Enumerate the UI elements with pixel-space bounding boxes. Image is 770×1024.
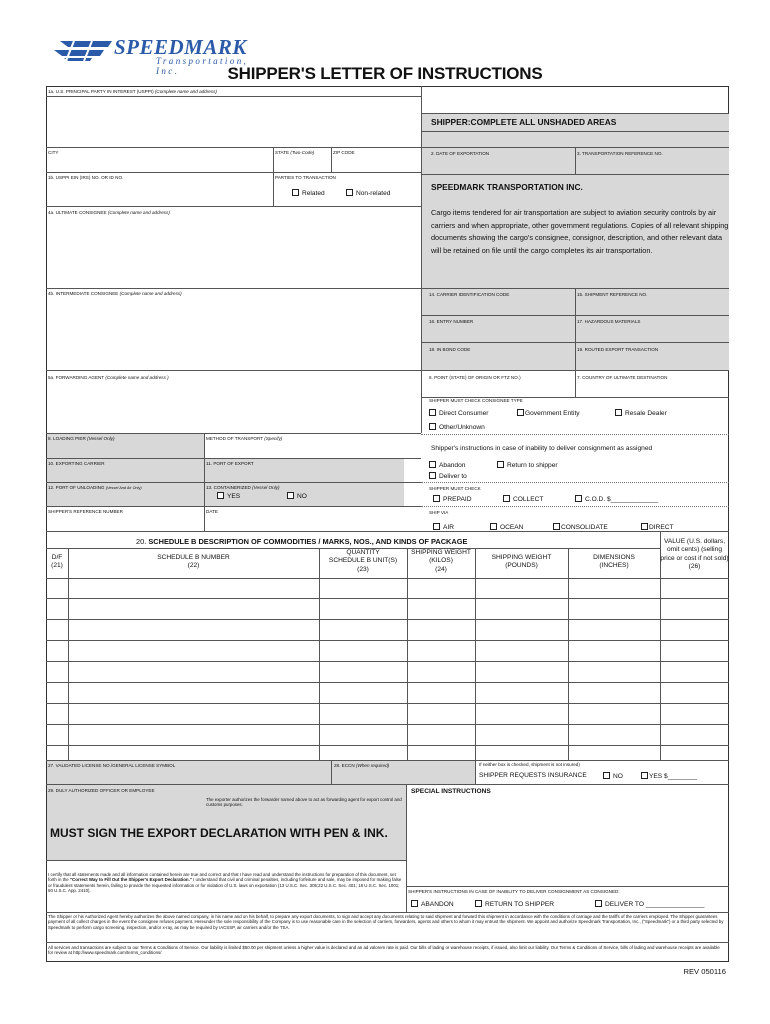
zip-label: ZIP CODE: [333, 150, 355, 155]
certification-text: I certify that all statements made and all information contained herein are true and correct and that I have read and understand the instructions for preparation of this document, set forth in the "Correct Way to Fill Out the Shipper's Export Declaration." I understand that civil and criminal penalties, including forfeiture and sale, may be imposed for making false or fraudulent statements herein, failing to provide the requested information or for violation of U.S. laws on exportation (13 U.S.C. Sec. 305;22 U.S.C. Sec. 401; 18 U.S.C. Sec. 1001; 50 U.S.C. App. 2410).: [48, 872, 402, 894]
port-of-export-label: 11. PORT OF EXPORT: [206, 461, 254, 466]
parties-label: PARTIES TO TRANSACTION: [275, 175, 336, 180]
table-row[interactable]: [47, 599, 728, 618]
table-row[interactable]: [47, 662, 728, 681]
authorizes-forwarder-text: The exporter authorizes the forwarder named above to act as forwarding agent for export control and customs purposes.: [206, 797, 402, 808]
deliver-caps-checkbox[interactable]: [595, 900, 602, 907]
abandon-checkbox[interactable]: [429, 461, 436, 468]
containerized-label: 13. CONTAINERIZED (Vessel Only): [206, 485, 280, 490]
consignee-type-label: SHIPPER MUST CHECK CONSIGNEE TYPE: [429, 398, 523, 403]
resale-dealer-checkbox[interactable]: [615, 409, 622, 416]
col-value: VALUE (U.S. dollars, omit cents) (selling price or cost if not sold) (26): [660, 538, 729, 571]
collect-option[interactable]: COLLECT: [503, 495, 543, 504]
shipper-reference-label: SHIPPER'S REFERENCE NUMBER: [48, 509, 123, 514]
shipper-reference-field[interactable]: [48, 516, 203, 530]
must-sign-notice: MUST SIGN THE EXPORT DECLARATION WITH PEN & INK.: [50, 826, 388, 840]
col-shipping-weight-pounds: SHIPPING WEIGHT (POUNDS): [491, 554, 552, 570]
entry-number-label: 16. ENTRY NUMBER: [429, 319, 474, 324]
special-instructions-field[interactable]: [411, 798, 727, 884]
air-option[interactable]: AIR: [433, 523, 454, 532]
direct-consumer-option[interactable]: Direct Consumer: [429, 409, 488, 418]
forwarding-agent-field[interactable]: [48, 382, 420, 432]
intermediate-consignee-field[interactable]: [48, 298, 420, 369]
carrier-id-label: 14. CARRIER IDENTIFICATION CODE: [429, 292, 510, 297]
form-title: SHIPPER'S LETTER OF INSTRUCTIONS: [227, 64, 543, 83]
return-to-shipper-checkbox[interactable]: [497, 461, 504, 468]
eccn-label: 28. ECCN (When required): [334, 763, 390, 768]
logo-name: SPEEDMARK: [114, 35, 247, 59]
consolidate-option[interactable]: CONSOLIDATE: [553, 523, 608, 532]
schedule-b-title: 20. SCHEDULE B DESCRIPTION OF COMMODITIES / MARKS, NOS., AND KINDS OF PACKAGE: [136, 537, 468, 546]
routed-export-label: 19. ROUTED EXPORT TRANSACTION: [577, 347, 659, 352]
security-notice: Cargo items tendered for air transportation are subject to aviation security controls by air carriers and when appropriate, other government regulations. Copies of all relevant shipping documents showing the cargo's consignee, consignor, description, and other relevant data will be retained on file until the cargo completes its air transportation.: [431, 208, 729, 255]
ultimate-consignee-label: 4a. ULTIMATE CONSIGNEE (Complete name and address): [48, 210, 170, 215]
ultimate-consignee-field[interactable]: [48, 217, 420, 287]
country-destination-field[interactable]: [577, 382, 728, 396]
point-of-origin-label: 6. POINT (STATE) OF ORIGIN OR FTZ NO.): [429, 375, 521, 380]
direct-checkbox[interactable]: [641, 523, 648, 530]
authorization-text: The Shipper or his Authorized Agent hereby authorizes the above named company, in his name and on his behalf, to prepare any export documents, to sign and accept any documents relating to said shipment and forward this shipment in accordance with the conditions of carriage and the tariffs of the carriers employed. The Shipper guarantees payment of all collect charges in the event the consignee refuses payment. Hereunder the sole responsibility of the Company is to use reasonable care in the selection of carriers, forwarders, agents and others to whom it may entrust the shipment. We appoint and authorize Speedmark Transportation, Inc., ("Speedmark") or a third party selected by Speedmark to perform cargo screening, inspection, and/or x-ray, as may be required by IACSSP, air carriers and/or the TSA.: [48, 914, 724, 930]
inability-instructions: Shipper's instructions in case of inability to deliver consignment as assigned: [431, 445, 653, 452]
logo-subtitle: Transportation, Inc.: [156, 56, 249, 76]
return-caps-option[interactable]: RETURN TO SHIPPER: [475, 900, 554, 909]
return-to-shipper-option[interactable]: Return to shipper: [497, 461, 558, 470]
usppi-ein-field[interactable]: [48, 182, 272, 205]
abandon-option[interactable]: Abandon: [429, 461, 465, 470]
city-field[interactable]: [48, 157, 272, 171]
usppi-label: 1a. U.S. PRINCIPAL PARTY IN INTEREST (USPPI) (Complete name and address): [48, 89, 217, 94]
other-unknown-checkbox[interactable]: [429, 423, 436, 430]
cod-checkbox[interactable]: [575, 495, 582, 502]
abandon-caps-option[interactable]: ABANDON: [411, 900, 454, 909]
insurance-label: SHIPPER REQUESTS INSURANCE: [479, 772, 587, 779]
intermediate-consignee-label: 4b. INTERMEDIATE CONSIGNEE (Complete name and address): [48, 291, 182, 296]
col-df: D/F (21): [51, 554, 63, 570]
resale-dealer-option[interactable]: Resale Dealer: [615, 409, 667, 418]
non-related-checkbox[interactable]: [346, 189, 353, 196]
signature-field[interactable]: [48, 796, 203, 820]
table-row[interactable]: [47, 683, 728, 702]
abandon-caps-checkbox[interactable]: [411, 900, 418, 907]
exporting-carrier-label: 10. EXPORTING CARRIER: [48, 461, 105, 466]
deliver-to-option[interactable]: Deliver to: [429, 472, 467, 481]
containerized-yes-option[interactable]: YES: [217, 492, 240, 501]
license-label: 27. VALIDATED LICENSE NO./GENERAL LICENSE SYMBOL: [48, 763, 176, 768]
shipment-ref-label: 15. SHIPMENT REFERENCE NO.: [577, 292, 648, 297]
officer-label: 29. DULY AUTHORIZED OFFICER OR EMPLOYEE: [48, 788, 155, 793]
other-unknown-option[interactable]: Other/Unknown: [429, 423, 485, 432]
direct-consumer-checkbox[interactable]: [429, 409, 436, 416]
table-row[interactable]: [47, 620, 728, 639]
prepaid-checkbox[interactable]: [433, 495, 440, 502]
country-destination-label: 7. COUNTRY OF ULTIMATE DESTINATION: [577, 375, 668, 380]
table-row[interactable]: [47, 579, 728, 597]
ship-via-label: SHIP VIA: [429, 510, 449, 515]
insurance-note: If neither box is checked, shipment is not insured): [479, 762, 580, 767]
direct-option[interactable]: DIRECT: [641, 523, 674, 532]
zip-field[interactable]: [333, 157, 420, 171]
table-row[interactable]: [47, 704, 728, 723]
ocean-checkbox[interactable]: [490, 523, 497, 530]
government-entity-option[interactable]: Government Entity: [517, 409, 580, 418]
method-of-transport-field[interactable]: [206, 443, 420, 457]
non-related-option[interactable]: Non-related: [346, 189, 390, 198]
collect-checkbox[interactable]: [503, 495, 510, 502]
must-check-label: SHIPPER MUST CHECK: [429, 486, 481, 491]
date-of-exportation-label: 2. DATE OF EXPORTATION: [431, 151, 490, 156]
insurance-no-checkbox[interactable]: [603, 772, 610, 779]
prepaid-option[interactable]: PREPAID: [433, 495, 471, 504]
point-of-origin-field[interactable]: [429, 382, 574, 396]
date-field[interactable]: [206, 516, 420, 530]
deliver-caps-option[interactable]: DELIVER TO ________________: [595, 900, 704, 909]
state-field[interactable]: [275, 157, 330, 171]
terms-text: All services and transactions are subject to our Terms & Conditions of Service. Our liability is limited $50.00 per shipment unless a higher value is declared and an ad valorem rate is paid. Our bills of lading or warehouse receipts, if issued, also limit our liability. Our Terms & Conditions of Service, bills of lading and warehouse receipts are available for review at http://www.speedmark.com/terms_conditions/: [48, 945, 720, 956]
loading-pier-label: 8. LOADING PIER (Vessel Only): [48, 436, 115, 441]
insurance-no-option[interactable]: NO: [603, 772, 623, 781]
deliver-to-checkbox[interactable]: [429, 472, 436, 479]
col-shipping-weight-kilos: SHIPPING WEIGHT (KILOS) (24): [411, 549, 471, 573]
transport-ref-label: 3. TRANSPORTATION REFERENCE NO.: [577, 151, 663, 156]
containerized-no-checkbox[interactable]: [287, 492, 294, 499]
government-entity-checkbox[interactable]: [517, 409, 524, 416]
city-label: CITY: [48, 150, 59, 155]
table-row[interactable]: [47, 725, 728, 744]
consolidate-checkbox[interactable]: [553, 523, 560, 530]
speedmark-logo: [52, 34, 272, 76]
usppi-name-field[interactable]: [48, 98, 420, 146]
complete-areas-heading: SHIPPER:COMPLETE ALL UNSHADED AREAS: [431, 117, 617, 127]
inability-caps-label: SHIPPER'S INSTRUCTIONS IN CASE OF INABILITY TO DELIVER CONSIGNMENT AS CONSIGNED:: [408, 889, 620, 894]
insurance-yes-checkbox[interactable]: [641, 772, 648, 779]
hazardous-materials-label: 17. HAZARDOUS MATERIALS: [577, 319, 641, 324]
cod-option[interactable]: C.O.D. $_____________: [575, 495, 658, 504]
col-quantity: QUANTITY SCHEDULE B UNIT(S) (23): [328, 549, 398, 573]
insurance-yes-option[interactable]: YES $________: [641, 772, 697, 781]
containerized-yes-checkbox[interactable]: [217, 492, 224, 499]
usppi-ein-label: 1b. USPPI EIN (IRS) NO. OR ID NO.: [48, 175, 124, 180]
containerized-no-option[interactable]: NO: [287, 492, 307, 501]
table-row[interactable]: [47, 641, 728, 660]
method-of-transport-label: METHOD OF TRANSPORT (Specify): [206, 436, 283, 441]
revision-number: REV 050116: [683, 967, 726, 976]
company-name: SPEEDMARK TRANSPORTATION INC.: [431, 182, 583, 192]
in-bond-code-label: 18. IN BOND CODE: [429, 347, 471, 352]
date-label: DATE: [206, 509, 218, 514]
port-of-unloading-label: 12. PORT OF UNLOADING (Vessel And Air Only): [48, 485, 142, 490]
special-instructions-label: SPECIAL INSTRUCTIONS: [411, 788, 491, 795]
col-schedule-b: SCHEDULE B NUMBER (22): [157, 554, 230, 570]
col-dimensions: DIMENSIONS (INCHES): [593, 554, 635, 570]
air-checkbox[interactable]: [433, 523, 440, 530]
related-option[interactable]: Related: [292, 189, 325, 198]
return-caps-checkbox[interactable]: [475, 900, 482, 907]
forwarding-agent-label: 5a. FORWARDING AGENT (Complete name and address ): [48, 375, 169, 380]
state-label: STATE (Two-Code): [275, 150, 315, 155]
speedmark-swoosh-icon: [52, 38, 114, 62]
related-checkbox[interactable]: [292, 189, 299, 196]
ocean-option[interactable]: OCEAN: [490, 523, 523, 532]
